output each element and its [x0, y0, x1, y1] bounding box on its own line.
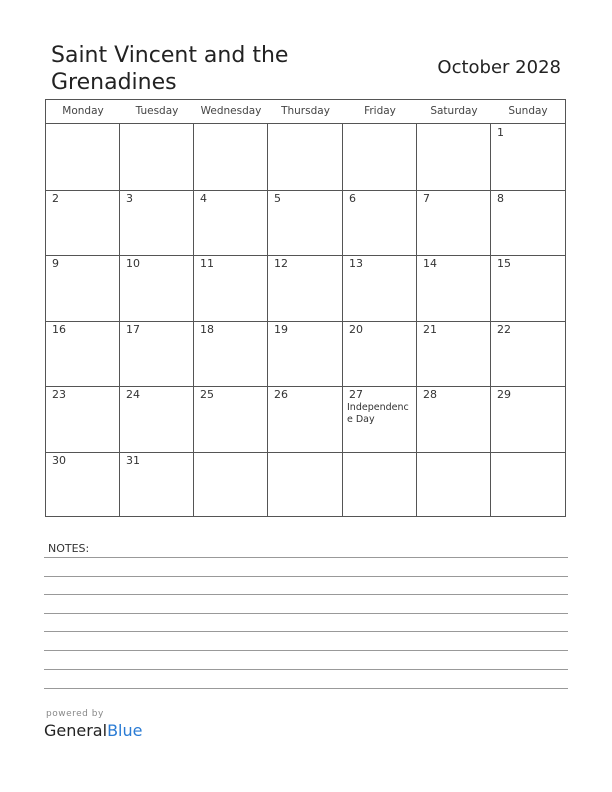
day-cell[interactable]	[120, 255, 194, 321]
notes-line	[44, 557, 568, 558]
day-cell[interactable]	[417, 386, 491, 452]
day-cell[interactable]	[343, 452, 417, 518]
day-number: 21	[423, 322, 437, 336]
day-number: 11	[200, 257, 214, 270]
day-number: 3	[126, 191, 133, 205]
brand-blue: Blue	[107, 721, 143, 740]
day-cell[interactable]	[491, 124, 565, 190]
notes-line	[44, 594, 568, 595]
day-cell[interactable]	[46, 452, 120, 518]
day-cell[interactable]	[194, 386, 268, 452]
day-cell[interactable]	[194, 321, 268, 387]
day-number: 1	[497, 126, 504, 139]
day-cell[interactable]	[120, 386, 194, 452]
day-number: 9	[52, 257, 59, 270]
day-number: 20	[349, 322, 363, 336]
day-number: 2	[52, 191, 59, 205]
day-number: 27	[349, 388, 363, 401]
day-cell[interactable]	[268, 452, 343, 518]
day-cell[interactable]	[417, 452, 491, 518]
day-cell[interactable]	[491, 190, 565, 256]
weekday-header-row	[46, 100, 565, 124]
weekday-tuesday: Tuesday	[135, 105, 179, 117]
day-number: 17	[126, 322, 140, 336]
day-cell[interactable]	[268, 321, 343, 387]
holiday-event: Independence Day	[347, 402, 409, 425]
day-number: 12	[274, 257, 288, 270]
day-cell[interactable]	[46, 386, 120, 452]
day-cell[interactable]	[417, 255, 491, 321]
day-number: 5	[274, 191, 281, 205]
weekday-saturday: Saturday	[430, 105, 478, 117]
day-cell[interactable]	[194, 255, 268, 321]
day-cell[interactable]	[268, 124, 343, 190]
day-number: 15	[497, 257, 511, 270]
day-cell[interactable]	[343, 124, 417, 190]
day-cell[interactable]	[194, 452, 268, 518]
day-number: 24	[126, 388, 140, 401]
day-cell[interactable]	[491, 452, 565, 518]
day-number: 16	[52, 322, 66, 336]
brand-general: General	[44, 721, 108, 740]
day-cell[interactable]	[491, 386, 565, 452]
day-number: 22	[497, 322, 511, 336]
country-title: Saint Vincent and the Grenadines	[51, 43, 289, 95]
day-cell[interactable]	[417, 321, 491, 387]
day-cell[interactable]	[491, 255, 565, 321]
notes-line	[44, 688, 568, 689]
day-cell[interactable]	[46, 321, 120, 387]
day-cell[interactable]	[46, 190, 120, 256]
month-year: October 2028	[437, 57, 561, 78]
day-cell[interactable]	[120, 452, 194, 518]
day-cell[interactable]	[268, 190, 343, 256]
day-cell[interactable]	[46, 124, 120, 190]
day-cell[interactable]	[120, 124, 194, 190]
day-cell[interactable]	[417, 124, 491, 190]
weekday-sunday: Sunday	[508, 105, 548, 117]
powered-by-text: powered by	[46, 709, 104, 719]
day-cell[interactable]	[343, 255, 417, 321]
day-cell[interactable]	[120, 190, 194, 256]
day-number: 30	[52, 453, 66, 467]
weekday-friday: Friday	[364, 105, 396, 117]
day-cell[interactable]	[343, 321, 417, 387]
day-cell[interactable]	[268, 386, 343, 452]
day-number: 25	[200, 388, 214, 401]
day-number: 13	[349, 257, 363, 270]
day-number: 10	[126, 257, 140, 270]
weekday-thursday: Thursday	[281, 105, 330, 117]
day-cell[interactable]	[417, 190, 491, 256]
day-number: 28	[423, 388, 437, 401]
notes-line	[44, 631, 568, 632]
notes-line	[44, 650, 568, 651]
day-number: 31	[126, 453, 140, 467]
calendar-grid	[45, 99, 566, 517]
generalblue-logo[interactable]	[44, 721, 142, 740]
day-cell[interactable]	[268, 255, 343, 321]
day-number: 8	[497, 191, 504, 205]
notes-line	[44, 669, 568, 670]
day-number: 18	[200, 322, 214, 336]
day-number: 6	[349, 191, 356, 205]
day-number: 23	[52, 388, 66, 401]
day-number: 7	[423, 191, 430, 205]
day-number: 26	[274, 388, 288, 401]
notes-line	[44, 613, 568, 614]
day-cell[interactable]	[343, 386, 417, 452]
day-cell[interactable]	[343, 190, 417, 256]
day-number: 29	[497, 388, 511, 401]
day-cell[interactable]	[46, 255, 120, 321]
day-cell[interactable]	[491, 321, 565, 387]
weekday-monday: Monday	[62, 105, 104, 117]
notes-label: NOTES:	[48, 542, 90, 555]
day-cell[interactable]	[120, 321, 194, 387]
notes-line	[44, 576, 568, 577]
day-number: 4	[200, 191, 207, 205]
weekday-wednesday: Wednesday	[200, 105, 262, 117]
day-cell[interactable]	[194, 124, 268, 190]
day-cell[interactable]	[194, 190, 268, 256]
day-number: 14	[423, 257, 437, 270]
day-number: 19	[274, 322, 288, 336]
